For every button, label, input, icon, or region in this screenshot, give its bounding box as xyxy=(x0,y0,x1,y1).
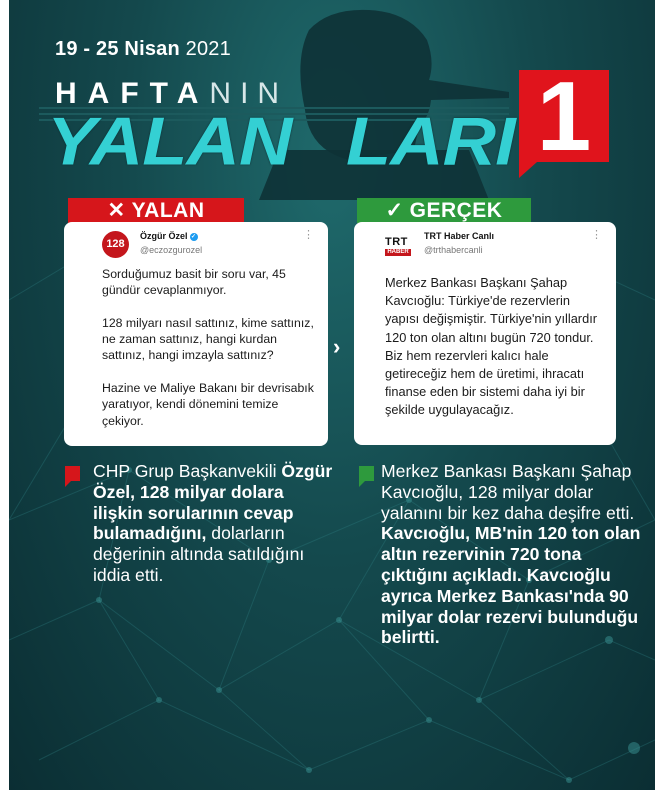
summary-plain: dolarların değerinin altında satıldığını iddia etti. xyxy=(93,523,305,585)
left-tweet-card xyxy=(64,222,328,446)
avatar: 128 xyxy=(102,231,129,258)
summary-plain: Merkez Bankası Başkanı Şahap Kavcıoğlu, 128 milyar dolar yalanını bir kez daha deşifre etti. xyxy=(381,461,635,523)
summary-bold: Kavcıoğlu, MB'nin 120 ton olan altın rezervinin 720 tona çıktığını açıkladı. Kavcıoğlu ayrıca Merkez Bankası'nda 90 milyar dolar rezervi bulunduğu belirtti. xyxy=(381,523,641,648)
verified-icon: ✓ xyxy=(191,233,197,240)
false-bullet-icon xyxy=(65,466,80,481)
right-tweet-card xyxy=(354,222,616,445)
date-range-year: 2021 xyxy=(185,38,231,60)
tweet-text: Merkez Bankası Başkanı Şahap Kavcıoğlu: Türkiye'de rezervlerin yapısı değişmiştir. Türkiye'nin yıllardır 120 ton olan altını bugün 720 tondur. Biz hem rezervleri kalıcı hale getireceğiz hem de üretimi, ihracatı finanse eden bir sistemi daha iyi bir şekilde uygulayacağız. xyxy=(385,275,598,418)
title-top-bold: HAFTA xyxy=(55,77,210,110)
false-label: YALAN xyxy=(131,199,205,222)
issue-number-badge xyxy=(519,61,609,171)
account-handle: @trthabercanli xyxy=(424,245,483,255)
date-range-days: 19 - 25 Nisan xyxy=(55,38,180,60)
false-label-bar xyxy=(68,198,244,223)
badge-tail xyxy=(519,162,537,178)
account-name-text: Özgür Özel xyxy=(140,231,188,241)
trt-logo xyxy=(385,236,413,260)
issue-number: 1 xyxy=(536,61,592,171)
title-top-thin: NIN xyxy=(209,77,289,110)
more-icon: ⋮ xyxy=(591,229,602,241)
summary-plain: CHP Grup Başkanvekili xyxy=(93,461,282,481)
check-icon: ✓ xyxy=(385,199,404,222)
tweet-text: Sorduğumuz basit bir soru var, 45 gündür cevaplanmıyor. 128 milyarı nasıl sattınız, kime sattınız, ne zaman sattınız, hangi kurdan sattınız, hangi imzayla sattınız? Hazine ve Maliye Bakanı bir devrisabık yaratıyor, kendi dönemini temize çekiyor. xyxy=(102,267,314,428)
x-icon: ✕ xyxy=(107,199,126,222)
true-label-bar xyxy=(357,198,531,223)
title-big-part-b: LARI xyxy=(346,102,515,180)
more-icon: ⋮ xyxy=(303,229,314,241)
infographic-poster xyxy=(9,0,655,790)
title-big-part-a: YALAN xyxy=(47,102,292,180)
account-handle: @eczozgurozel xyxy=(140,245,203,255)
truth-summary xyxy=(381,461,643,648)
chevron-right-icon: › xyxy=(333,334,341,359)
account-name xyxy=(140,231,198,241)
true-bullet-icon xyxy=(359,466,374,481)
account-name: TRT Haber Canlı xyxy=(424,231,495,241)
trt-logo-top: TRT xyxy=(385,236,408,248)
false-claim-summary xyxy=(93,461,333,586)
trt-logo-bottom: HABER xyxy=(385,249,411,256)
summary-bold: Özgür Özel, 128 milyar dolara ilişkin sorularının cevap bulamadığını, xyxy=(93,461,333,544)
true-label: GERÇEK xyxy=(409,199,503,222)
date-range xyxy=(55,38,231,61)
